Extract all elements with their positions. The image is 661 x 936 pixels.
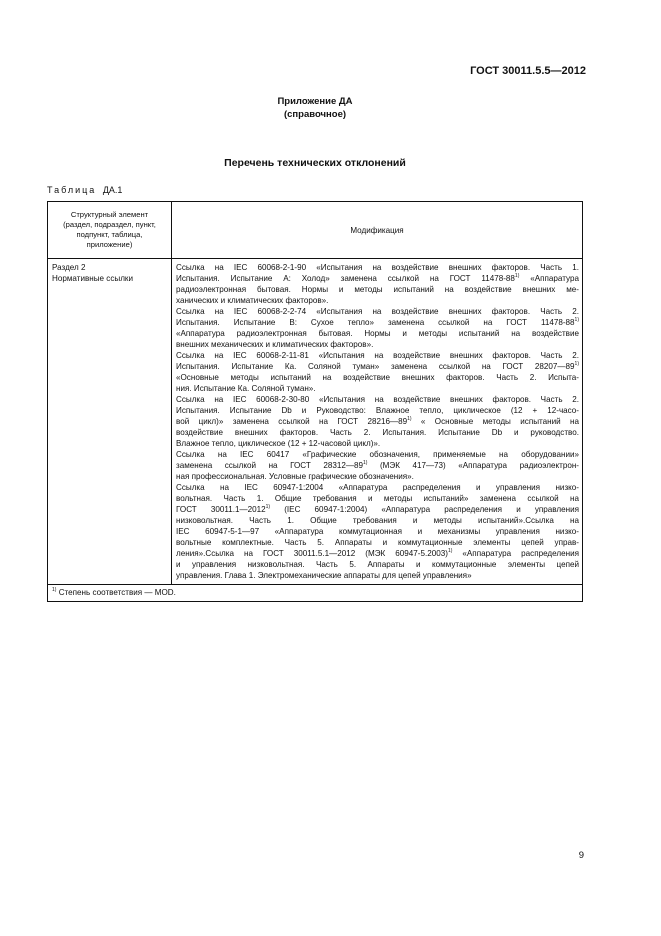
footnote-ref: 1) (574, 361, 579, 367)
line-text: (IEC 60947-1:2004) «Аппаратура распределения и управления (270, 505, 579, 514)
modification-line: радиоэлектронная бытовая. Нормы и методы испытаний на воздействие внешних ме- (176, 285, 579, 294)
modification-line: и управления низковольтная. Часть 5. Аппараты и коммутационные элементы цепей (176, 560, 579, 569)
modification-line: управления. Глава 1. Электромеханические аппараты для цепей управления» (176, 571, 472, 580)
footnote-ref: 1) (265, 504, 271, 510)
line-text: вой цикл)» заменена ссылкой на ГОСТ 28216—89 (176, 417, 408, 426)
modification-line: Испытания. Испытание Db и Руководство: Влажное тепло, циклическое (12 + 12-часо- (176, 406, 579, 415)
header-modification: Модификация (172, 202, 583, 259)
modification-line: Ссылка на IEC 60068-2-1-90 «Испытания на воздействие внешних факторов. Часть 1. (176, 263, 579, 272)
table-footnote (48, 585, 583, 602)
cell-structural-element (48, 259, 172, 585)
standard-code: ГОСТ 30011.5.5—2012 (470, 65, 586, 77)
modification-line: Ссылка на IEC 60068-2-2-74 «Испытания на воздействие внешних факторов. Часть 2. (176, 307, 579, 316)
modification-line (176, 273, 579, 284)
line-text: Испытания. Испытание В: Сухое тепло» заменена ссылкой на ГОСТ 11478-88 (176, 318, 575, 327)
footnote-text: Степень соответствия — MOD. (56, 588, 176, 597)
line-text: заменена ссылкой на ГОСТ 28312—89 (176, 461, 363, 470)
footnote-ref: 1) (407, 416, 412, 422)
line-text: ГОСТ 30011.1—2012 (176, 505, 266, 514)
modification-line: Ссылка на IEC 60068-2-30-80 «Испытания на воздействие внешних факторов. Часть 2. (176, 395, 579, 404)
appendix-title: Приложение ДА (277, 96, 353, 107)
modification-line: ная профессиональная. Условные графические обозначения». (176, 472, 414, 481)
line-text: «Аппаратура распределения (452, 549, 579, 558)
header-line: (раздел, подраздел, пункт, (63, 219, 156, 229)
table-label (47, 185, 122, 196)
modification-line: ханических и климатических факторов». (176, 296, 329, 305)
line-text: « Основные методы испытаний на (411, 417, 579, 426)
header-line: Структурный элемент (70, 209, 149, 219)
modification-line (176, 416, 579, 427)
modification-line (176, 361, 579, 372)
modification-line (176, 317, 579, 328)
table-label-number: ДА.1 (102, 185, 123, 195)
modification-line (176, 548, 579, 559)
element-line: Нормативные ссылки (52, 274, 133, 283)
line-text: (МЭК 417—73) «Аппаратура радиоэлектрон- (367, 461, 579, 470)
appendix-subtitle: (справочное) (283, 109, 347, 120)
modification-line: «Основные методы испытаний на воздействие внешних факторов. Часть 2. Испыта- (176, 373, 579, 382)
modification-line: Ссылка на IEC 60947-1:2004 «Аппаратура распределения и управления низко- (176, 483, 579, 492)
footnote-mark: 1) (52, 587, 57, 593)
table-header-row (48, 202, 583, 259)
modification-line (176, 504, 579, 515)
deviations-table (47, 201, 583, 602)
header-line: подпункт, таблица, (76, 230, 143, 239)
footnote-ref: 1) (514, 273, 520, 279)
table-row (48, 259, 583, 585)
modification-line: внешних механических и климатических факторов». (176, 340, 374, 349)
modification-line: Ссылка на IEC 60068-2-11-81 «Испытания на воздействие внешних факторов. Часть 2. (176, 351, 579, 360)
modification-line (176, 460, 579, 471)
table-label-word: Таблица (47, 185, 97, 195)
modification-line: вольтная. Часть 1. Общие требования и методы испытаний» заменена ссылкой на (176, 494, 579, 503)
modification-line: «Аппаратура радиоэлектронная бытовая. Нормы и методы испытаний на воздействие (176, 329, 579, 338)
footnote-ref: 1) (447, 548, 453, 554)
line-text: Испытания. Испытание Ка. Соляной туман» заменена ссылкой на ГОСТ 28207—89 (176, 362, 575, 371)
modification-line: низковольтная. Часть 1. Общие требования и методы испытаний».Ссылка на (176, 516, 579, 525)
page-number: 9 (578, 850, 584, 861)
modification-line: Ссылка на IEC 60417 «Графические обозначения, применяемые на оборудовании» (176, 450, 579, 459)
element-line: Раздел 2 (52, 263, 86, 272)
line-text: «Аппаратура (519, 274, 579, 283)
modification-line: IEC 60947-5-1—97 «Аппаратура коммутационная и механизмы управления низко- (176, 527, 579, 536)
table-footnote-row (48, 585, 583, 602)
line-text: Испытания. Испытание А: Холод» заменена ссылкой на ГОСТ 11478-88 (176, 274, 515, 283)
modification-line: вольтные комплектные. Часть 5. Аппараты и коммутационные элементы цепей управ- (176, 538, 579, 547)
modification-line: воздействие внешних факторов. Часть 2. Испытания. Испытание Db и руководство. (176, 428, 579, 437)
header-line: приложение) (86, 240, 133, 250)
header-structural-element (48, 202, 172, 259)
section-title: Перечень технических отклонений (224, 157, 406, 169)
modification-line: Влажное тепло, циклическое (12 + 12-часовой цикл)». (176, 439, 381, 448)
footnote-ref: 1) (362, 460, 368, 466)
modification-line: ния. Испытание Ка. Соляной туман». (176, 384, 316, 393)
cell-modification (172, 259, 583, 585)
line-text: ления».Ссылка на ГОСТ 30011.5.1—2012 (МЭК 60947-5.2003) (176, 549, 448, 558)
footnote-ref: 1) (574, 317, 579, 323)
